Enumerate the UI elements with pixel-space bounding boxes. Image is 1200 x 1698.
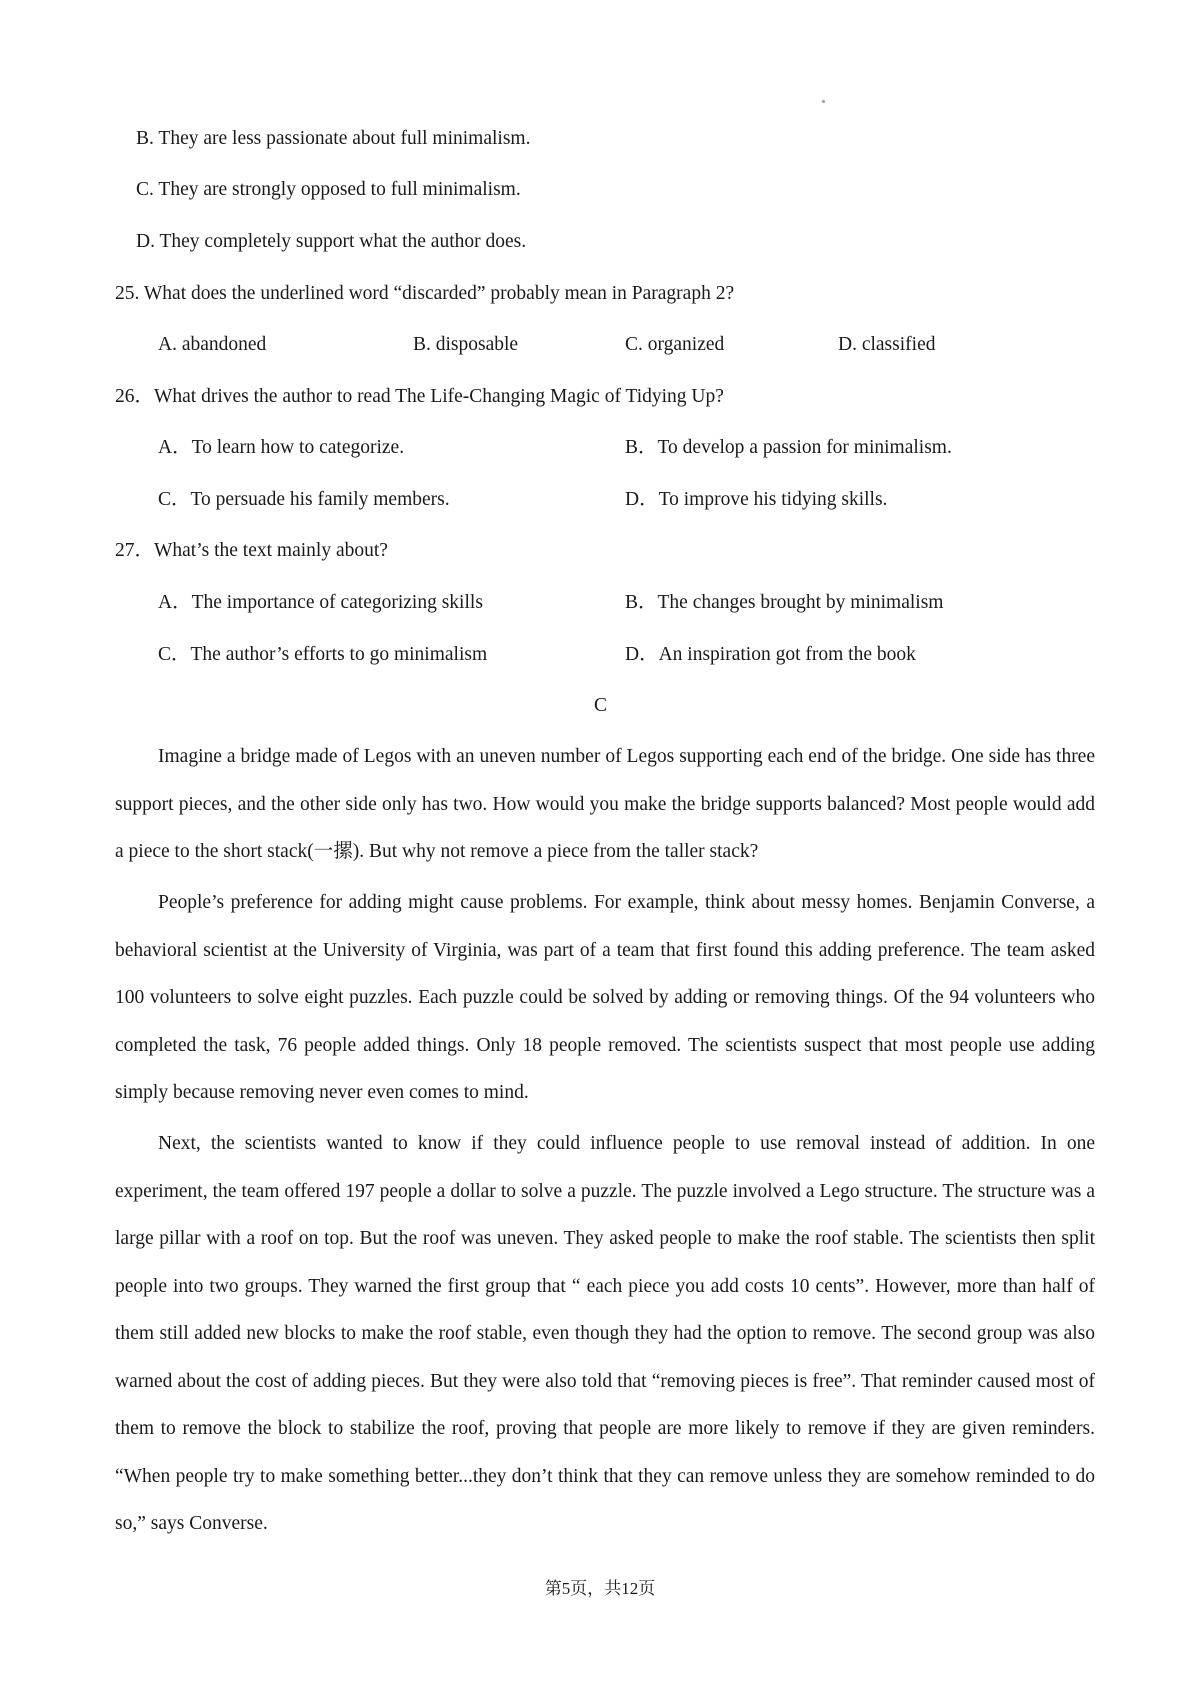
q26-option-a: A．To learn how to categorize.	[158, 437, 405, 458]
q25-option-c: C. organized	[625, 334, 725, 355]
q25-stem: 25. What does the underlined word “discarded” probably mean in Paragraph 2?	[115, 283, 735, 304]
q27-option-c: C．The author’s efforts to go minimalism	[158, 644, 488, 665]
q27-option-a: A．The importance of categorizing skills	[158, 592, 483, 613]
q26-option-b: B．To develop a passion for minimalism.	[625, 437, 952, 458]
q24-option-b: B. They are less passionate about full minimalism.	[136, 128, 531, 149]
q27-option-b: B．The changes brought by minimalism	[625, 592, 944, 613]
scan-speck	[822, 100, 825, 103]
passage-paragraph-3: Next, the scientists wanted to know if they could influence people to use removal instead of addition. In one experiment, the team offered 197 people a dollar to solve a puzzle. The puzzle involved a Lego structure. The structure was a large pillar with a roof on top. But the roof was uneven. They asked people to make the roof stable. The scientists then split people into two groups. They warned the first group that “ each piece you add costs 10 cents”. However, more than half of them still added new blocks to make the roof stable, even though they had the option to remove. The second group was also warned about the cost of adding pieces. But they were also told that “removing pieces is free”. That reminder caused most of them to remove the block to stabilize the roof, proving that people are more likely to remove if they are given reminders. “When people try to make something better...they don’t think that they can remove unless they are somehow reminded to do so,” says Converse.	[115, 1133, 1095, 1534]
section-heading: C	[594, 695, 608, 716]
page-number: 第5页，共12页	[544, 1579, 656, 1598]
q27-option-d: D．An inspiration got from the book	[625, 644, 916, 665]
q25-option-a: A. abandoned	[158, 334, 267, 355]
q25-option-d: D. classified	[838, 334, 936, 355]
q24-option-c: C. They are strongly opposed to full minimalism.	[136, 179, 521, 200]
q25-option-b: B. disposable	[413, 334, 519, 355]
q26-stem: 26．What drives the author to read The Life-Changing Magic of Tidying Up?	[115, 386, 724, 407]
q26-option-c: C．To persuade his family members.	[158, 489, 450, 510]
passage-paragraph-1: Imagine a bridge made of Legos with an uneven number of Legos supporting each end of the bridge. One side has three support pieces, and the other side only has two. How would you make the bridge supports balanced? Most people would add a piece to the short stack(一摞). But why not remove a piece from the taller stack?	[115, 746, 1095, 862]
passage-paragraph-2: People’s preference for adding might cause problems. For example, think about messy homes. Benjamin Converse, a behavioral scientist at the University of Virginia, was part of a team that first found this adding preference. The team asked 100 volunteers to solve eight puzzles. Each puzzle could be solved by adding or removing things. Of the 94 volunteers who completed the task, 76 people added things. Only 18 people removed. The scientists suspect that most people use adding simply because removing never even comes to mind.	[115, 892, 1095, 1103]
q24-option-d: D. They completely support what the author does.	[136, 231, 527, 252]
q27-stem: 27．What’s the text mainly about?	[115, 540, 388, 561]
q26-option-d: D．To improve his tidying skills.	[625, 489, 888, 510]
